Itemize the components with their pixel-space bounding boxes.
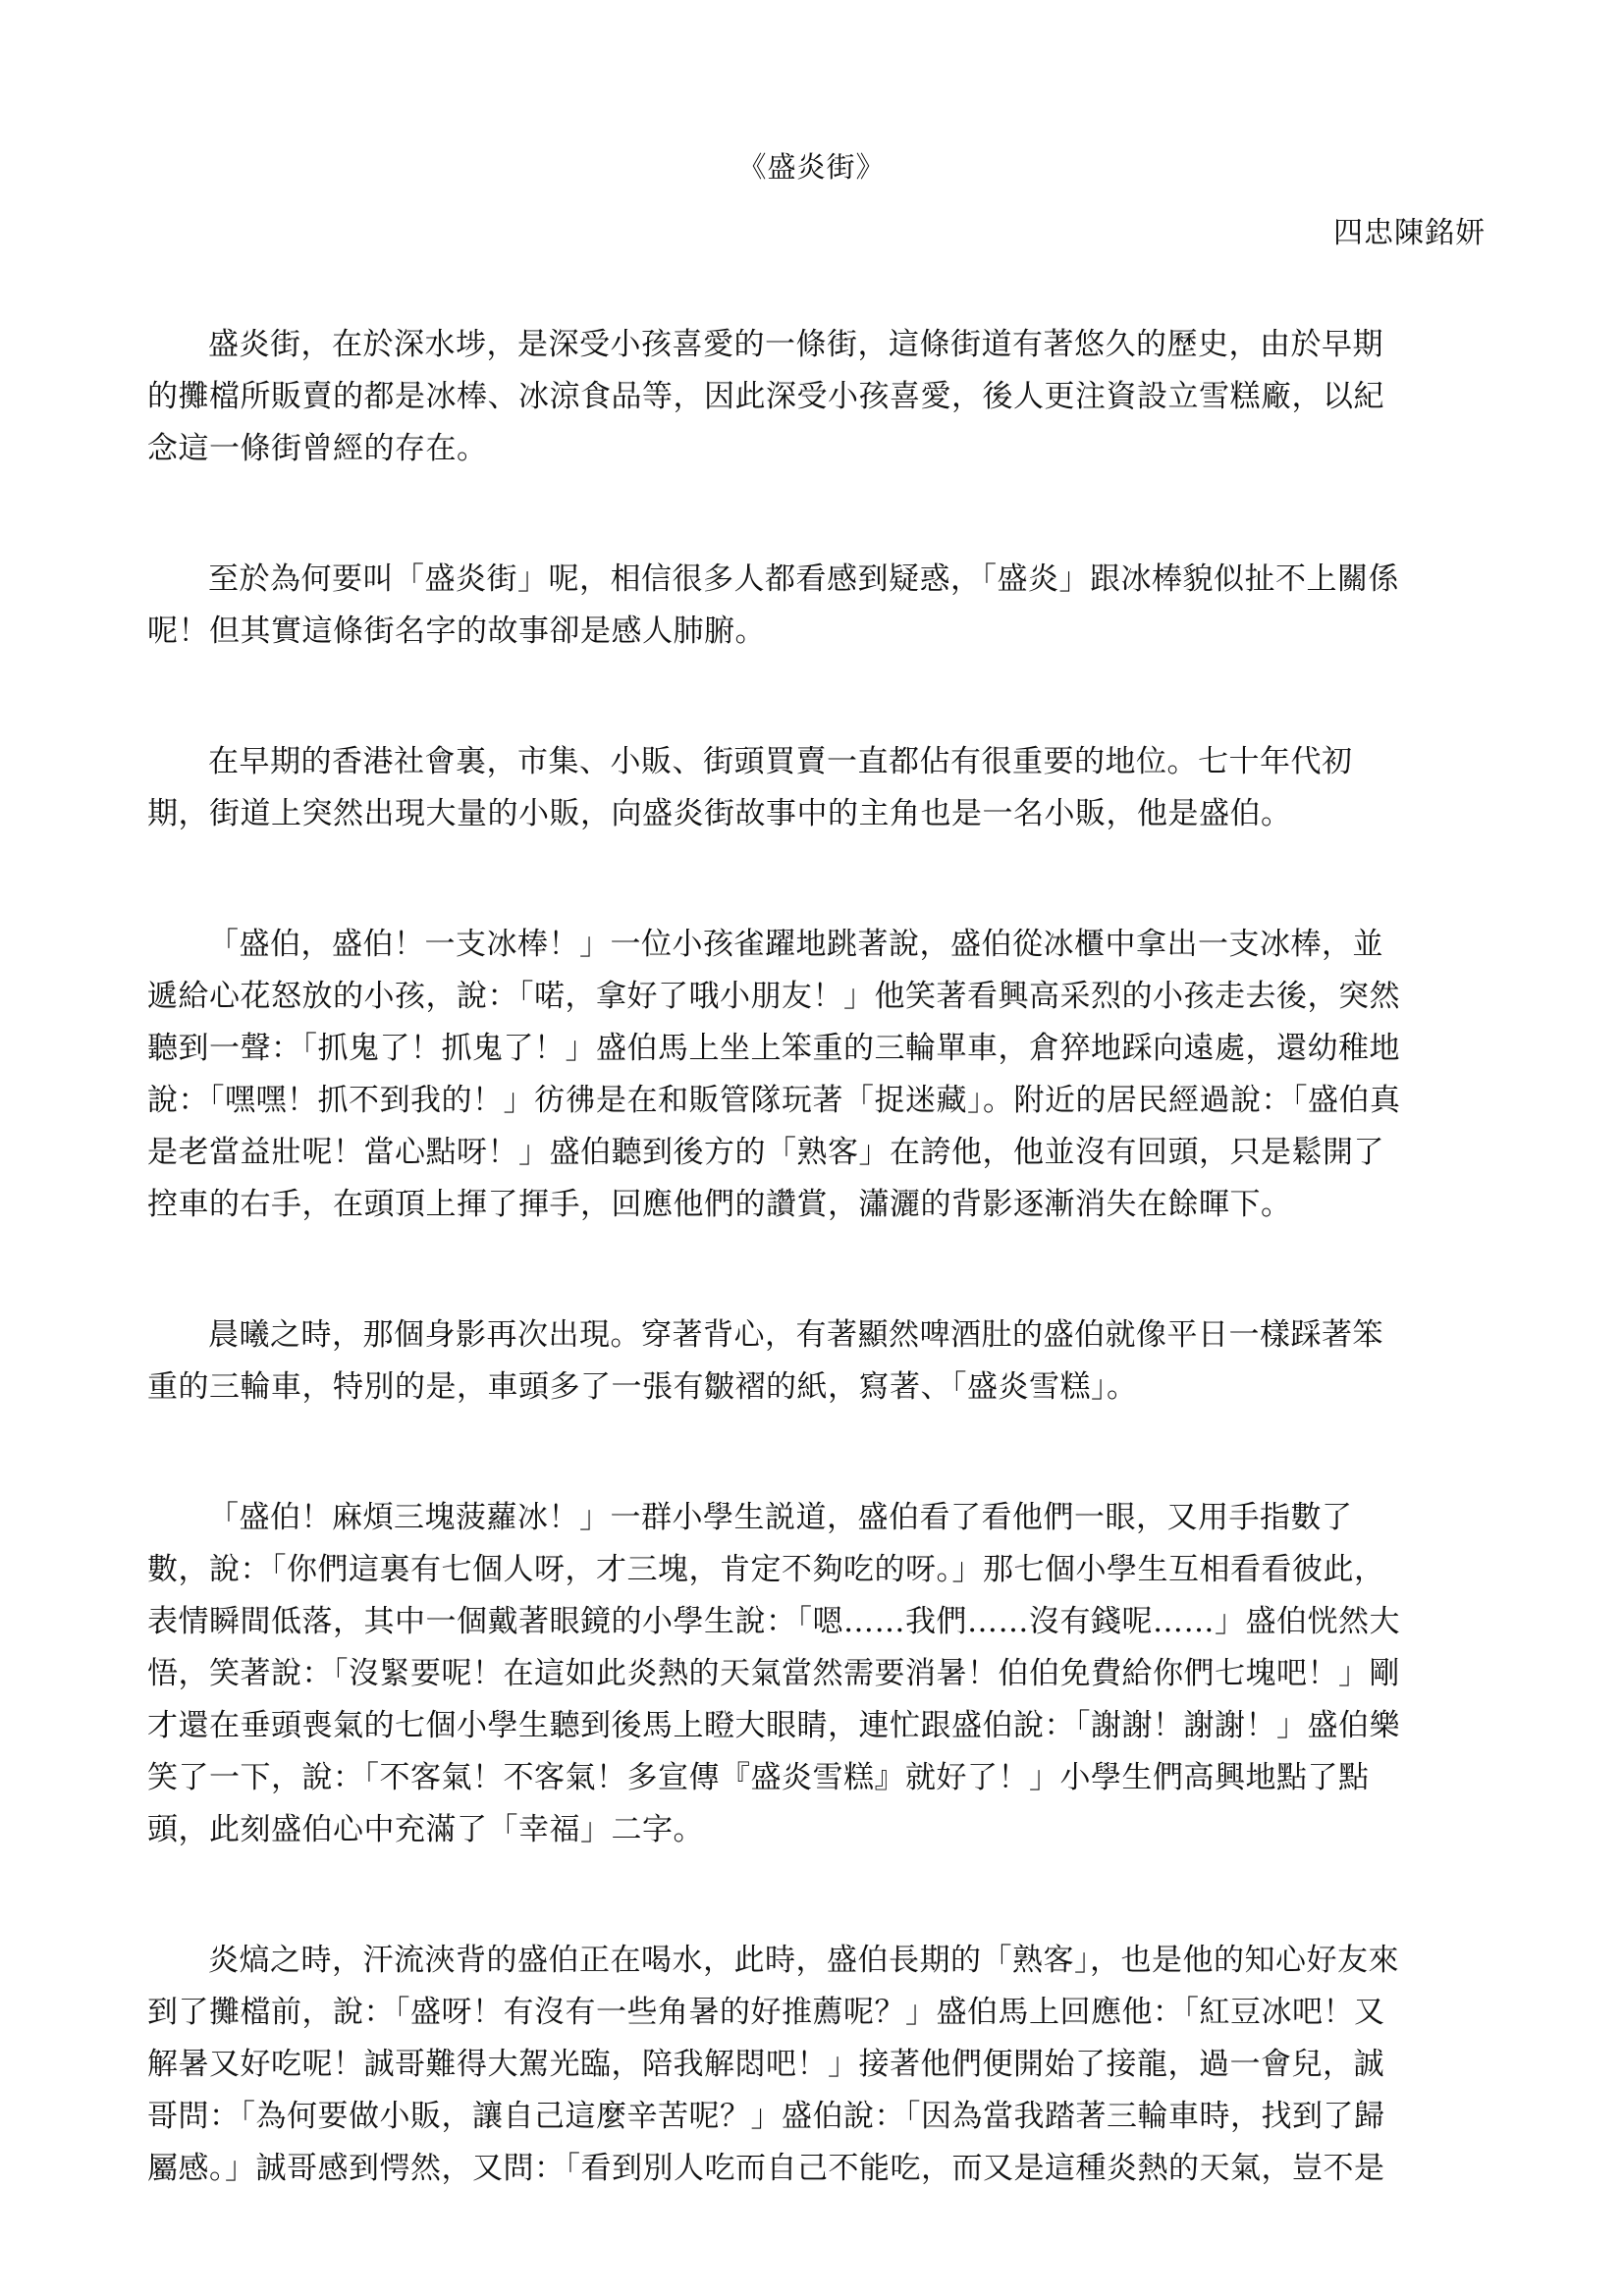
- document-title: 《盛炎街》: [737, 150, 886, 184]
- body-paragraph: [147, 554, 1483, 658]
- body-paragraph: [147, 319, 1483, 475]
- document-body: [147, 319, 1483, 2273]
- paragraph-line: 是老當益壯呢！當心點呀！」盛伯聽到後方的「熟客」在誇他，他並沒有回頭，只是鬆開了: [147, 1135, 1384, 1170]
- body-paragraph: [147, 736, 1483, 840]
- paragraph-line: 炎熇之時，汗流浹背的盛伯正在喝水，此時，盛伯長期的「熟客」，也是他的知心好友來: [208, 1943, 1399, 1978]
- paragraph-line: 至於為何要叫「盛炎街」呢，相信很多人都看感到疑惑，「盛炎」跟冰棒貌似扯不上關係: [208, 561, 1399, 597]
- paragraph-line: 頭，此刻盛伯心中充滿了「幸福」二字。: [147, 1812, 704, 1847]
- document-author: 四忠陳銘妍: [1333, 216, 1486, 250]
- paragraph-line: 表情瞬間低落，其中一個戴著眼鏡的小學生說：「嗯……我們……沒有錢呢……」盛伯恍然大: [147, 1604, 1400, 1639]
- paragraph-line: 悟，笑著說：「沒緊要呢！在這如此炎熱的天氣當然需要消暑！伯伯免費給你們七塊吧！」剛: [147, 1656, 1400, 1691]
- paragraph-line: 盛炎街，在於深水埗，是深受小孩喜愛的一條街，這條街道有著悠久的歷史，由於早期: [208, 327, 1383, 362]
- paragraph-line: 重的三輪車，特別的是，車頭多了一張有皺褶的紙，寫著、「盛炎雪糕」。: [147, 1369, 1138, 1405]
- paragraph-line: 晨曦之時，那個身影再次出現。穿著背心，有著顯然啤酒肚的盛伯就像平日一樣踩著笨: [208, 1317, 1383, 1353]
- paragraph-line: 聽到一聲：「抓鬼了！抓鬼了！」盛伯馬上坐上笨重的三輪單車，倉猝地踩向遠處，還幼稚地: [147, 1031, 1400, 1066]
- paragraph-line: 期，街道上突然出現大量的小販，向盛炎街故事中的主角也是一名小販，他是盛伯。: [147, 796, 1292, 831]
- paragraph-line: 「盛伯，盛伯！一支冰棒！」一位小孩雀躍地跳著說，盛伯從冰櫃中拿出一支冰棒，並: [208, 927, 1383, 962]
- body-paragraph: [147, 1309, 1483, 1414]
- paragraph-line: 解暑又好吃呢！誠哥難得大駕光臨，陪我解悶吧！」接著他們便開始了接龍，過一會兒，誠: [147, 2047, 1384, 2082]
- paragraph-line: 的攤檔所販賣的都是冰棒、冰涼食品等，因此深受小孩喜愛，後人更注資設立雪糕廠，以紀: [147, 379, 1384, 414]
- body-paragraph: [147, 1935, 1483, 2195]
- paragraph-line: 到了攤檔前，說：「盛呀！有沒有一些角暑的好推薦呢？」盛伯馬上回應他：「紅豆冰吧！又: [147, 1995, 1385, 2030]
- paragraph-line: 「盛伯！麻煩三塊菠蘿冰！」一群小學生説道，盛伯看了看他們一眼，又用手指數了: [208, 1500, 1353, 1535]
- paragraph-line: 屬感。」誠哥感到愕然，又問：「看到別人吃而自己不能吃，而又是這種炎熱的天氣，豈不是: [147, 2151, 1385, 2186]
- paragraph-line: 遞給心花怒放的小孩，說：「喏，拿好了哦小朋友！」他笑著看興高采烈的小孩走去後，突然: [147, 979, 1400, 1014]
- paragraph-line: 說：「嘿嘿！抓不到我的！」彷彿是在和販管隊玩著「捉迷藏」。附近的居民經過說：「盛伯真: [147, 1083, 1401, 1118]
- paragraph-line: 數，說：「你們這裏有七個人呀，才三塊，肯定不夠吃的呀。」那七個小學生互相看看彼此，: [147, 1552, 1385, 1587]
- paragraph-line: 才還在垂頭喪氣的七個小學生聽到後馬上瞪大眼睛，連忙跟盛伯說：「謝謝！謝謝！」盛伯樂: [147, 1708, 1400, 1743]
- paragraph-line: 念這一條街曾經的存在。: [147, 431, 488, 466]
- paragraph-line: 在早期的香港社會裏，市集、小販、街頭買賣一直都佔有很重要的地位。七十年代初: [208, 744, 1353, 779]
- paragraph-line: 呢！但其實這條街名字的故事卻是感人肺腑。: [147, 614, 766, 649]
- paragraph-line: 控車的右手，在頭頂上揮了揮手，回應他們的讚賞，瀟灑的背影逐漸消失在餘暉下。: [147, 1187, 1292, 1222]
- paragraph-line: 笑了一下，說：「不客氣！不客氣！多宣傳『盛炎雪糕』就好了！」小學生們高興地點了點: [147, 1760, 1370, 1795]
- paragraph-line: 哥問：「為何要做小販，讓自己這麼辛苦呢？」盛伯說：「因為當我踏著三輪車時，找到了歸: [147, 2099, 1385, 2134]
- body-paragraph: [147, 919, 1483, 1231]
- body-paragraph: [147, 1492, 1483, 1856]
